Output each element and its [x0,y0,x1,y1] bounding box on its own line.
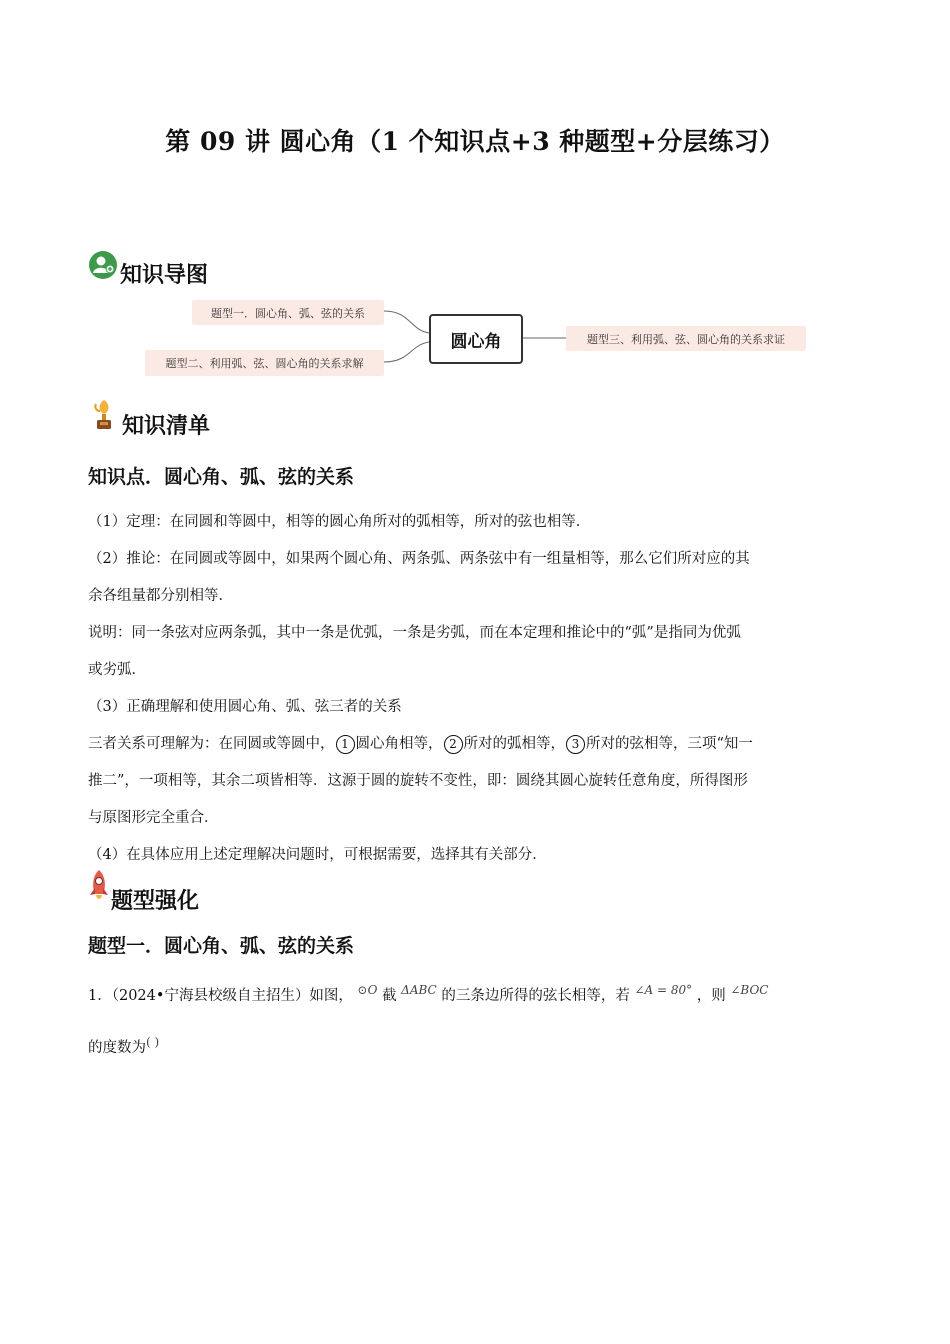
answer-blank: ( ) [146,1035,160,1049]
theorem-text: （1）定理：在同圆和等圆中，相等的圆心角所对的弧相等，所对的弦也相等． [88,514,591,530]
relation-text-line3: 与原图形完全重合． [88,810,219,826]
page-title: 第 09 讲 圆心角（1 个知识点+3 种题型+分层练习） [165,127,785,156]
math-triangle-abc: ΔABC [401,983,437,997]
math-angle-boc: ∠BOC [730,983,769,997]
circled-number-2: 2 [444,735,463,754]
knowledge-point-heading: 知识点．圆心角、弧、弦的关系 [88,466,355,488]
relation-text-line2: 推二”，一项相等，其余二项皆相等．这源于圆的旋转不变性，即：圆绕其圆心旋转任意角度，所得图形 [88,773,748,789]
mindmap-center-node: 圆心角 [429,314,523,364]
corollary-text-line1: （2）推论：在同圆或等圆中，如果两个圆心角、两条弧、两条弦中有一组量相等，那么它们所对应的其 [88,551,750,567]
question-text-2: 的三条边所得的弦长相等，若 [441,988,630,1004]
circled-number-3: 3 [566,735,585,754]
relation-text-line1 [88,726,868,763]
mindmap-node-type1: 题型一．圆心角、弧、弦的关系 [192,300,384,325]
mindmap-node-type3: 题型三、利用弧、弦、圆心角的关系求证 [566,326,806,351]
note-text-line2: 或劣弧． [88,662,146,678]
question-number: 1． [88,988,112,1004]
relation-item-2: 所对的弧相等， [463,736,565,752]
knowledge-body [88,504,868,874]
practice-type1-heading: 题型一．圆心角、弧、弦的关系 [88,935,355,957]
corollary-text-line2: 余各组量都分别相等． [88,588,233,604]
note-text-line1: 说明：同一条弦对应两条弧，其中一条是优弧，一条是劣弧，而在本定理和推论中的“弧”是指同为优弧 [88,625,741,641]
math-angle-a: ∠A = 80° [634,983,693,997]
relation-heading-text: （3）正确理解和使用圆心角、弧、弦三者的关系 [88,699,402,715]
question-1 [88,984,878,1008]
section-heading-mindmap: 知识导图 [120,263,209,288]
relation-item-3: 所对的弦相等，三项“知一 [586,736,753,752]
question-text-4: 的度数为 [88,1040,146,1056]
rocket-icon [87,868,111,908]
question-text-1: 截 [382,988,397,1004]
question-1-line2 [88,1036,159,1060]
application-text: （4）在具体应用上述定理解决问题时，可根据需要，选择其有关部分． [88,847,547,863]
question-text-3: ，则 [696,988,726,1004]
relation-item-1: 圆心角相等， [355,736,443,752]
section-heading-checklist: 知识清单 [122,414,211,439]
trophy-icon [92,398,116,436]
circled-number-1: 1 [336,735,355,754]
section-heading-practice: 题型强化 [111,889,200,914]
mindmap-node-type2: 题型二、利用弧、弦、圆心角的关系求解 [145,350,384,376]
relation-text-prefix: 三者关系可理解为：在同圆或等圆中， [88,736,335,752]
math-circle-o: ⊙O [357,983,378,997]
question-source: （2024•宁海县校级自主招生）如图， [111,988,353,1004]
